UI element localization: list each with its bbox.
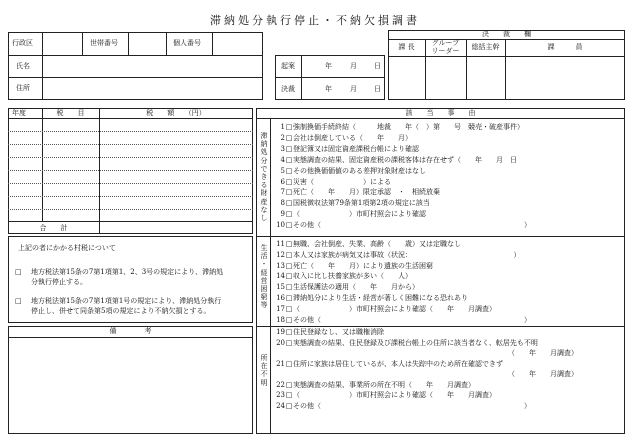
reason-item-text: （ ）市町村照会により確認 xyxy=(293,210,426,219)
header-info-box xyxy=(8,32,263,100)
reason-item-number: 2 xyxy=(280,133,285,142)
provision-2-text: 地方税法第15条の7第1項第1号の規定により、滞納処分執行 xyxy=(31,297,222,305)
reason-item-number: 6 xyxy=(280,177,285,186)
sokatsu-label: 総括主幹 xyxy=(471,43,500,51)
reason-item-checkbox[interactable]: □ xyxy=(285,391,293,399)
reason-item xyxy=(275,295,468,302)
jusho-label: 住所 xyxy=(16,84,30,92)
tax-table-divider xyxy=(42,108,43,221)
tax-table-row-line xyxy=(8,131,253,132)
reason-item xyxy=(275,146,419,153)
biko-title: 備 考 xyxy=(109,327,152,335)
approval-divider xyxy=(388,56,625,57)
reason-item-text: 無職、会社倒産、失業、高齢（ 歳）又は定職なし xyxy=(293,240,461,248)
reason-item-checkbox[interactable]: □ xyxy=(285,188,293,197)
reason-item-number: 19 xyxy=(276,328,285,336)
reason-item-checkbox[interactable]: □ xyxy=(285,380,293,389)
header-divider xyxy=(42,32,43,100)
reason-item xyxy=(275,189,440,196)
reason-divider xyxy=(256,236,625,237)
reason-item-text: 滞納処分により生活・経営が著しく困難になる恐れあり xyxy=(293,294,468,302)
reason-item xyxy=(275,371,578,378)
gokei-label: 合 計 xyxy=(39,224,68,232)
reason-item-text: 本人又は家族が病気又は事故（状況： ） xyxy=(293,250,521,259)
provision-1-checkbox[interactable]: □ xyxy=(15,268,22,276)
kian-tsuki: 月 xyxy=(350,62,357,70)
reason-item xyxy=(275,361,503,368)
reason-item-text: 住所に家族は居住しているが、本人は失踪中のため所在確認できず xyxy=(293,359,503,368)
reason-item-checkbox[interactable]: □ xyxy=(285,155,293,164)
reason-item-number: 13 xyxy=(276,261,285,270)
reason-item xyxy=(275,157,517,164)
reason-item-checkbox[interactable]: □ xyxy=(285,199,293,208)
reason-item-checkbox[interactable]: □ xyxy=(285,304,293,313)
provision-1-text-2: 分執行停止する。 xyxy=(31,278,87,286)
reason-item-text: 住民登録なし、又は職権消除 xyxy=(293,328,384,336)
reason-item-number: 23 xyxy=(276,391,285,399)
reason-item xyxy=(275,350,578,357)
nendo-header: 年度 xyxy=(12,109,26,117)
reason-item-number: 20 xyxy=(276,338,285,347)
reason-item-number: 4 xyxy=(280,155,285,164)
group1-label: 滞 納 処 分 で き る 財 産 な し xyxy=(260,132,268,223)
reason-item-checkbox[interactable]: □ xyxy=(285,315,293,324)
reason-item-checkbox[interactable]: □ xyxy=(285,250,293,259)
reason-item-checkbox[interactable]: □ xyxy=(285,338,293,347)
group-leader-label-1: グループ xyxy=(431,39,460,47)
reason-item xyxy=(275,222,531,229)
tax-table-divider xyxy=(99,108,100,234)
reason-item-checkbox[interactable]: □ xyxy=(285,133,293,142)
reason-item-text: その他（ ） xyxy=(293,221,531,230)
kian-label: 起案 xyxy=(281,62,295,70)
reason-item-text: 収入に比し扶養家族が多い（ 人） xyxy=(293,272,412,281)
reason-item-text: 強制換価手続終結（ 地裁 年（ ）第 号 競売・破産事件） xyxy=(293,123,524,131)
reason-item-checkbox[interactable]: □ xyxy=(285,177,293,186)
reason-item-number: 21 xyxy=(276,359,285,368)
reason-item-checkbox[interactable]: □ xyxy=(285,359,293,368)
reason-item-checkbox[interactable]: □ xyxy=(285,144,293,153)
shimei-label: 氏名 xyxy=(16,62,30,70)
reason-item-number: 10 xyxy=(276,221,285,230)
reason-item-number: 15 xyxy=(276,283,285,292)
kian-nen: 年 xyxy=(325,62,332,70)
provision-1-text: 地方税法第15条の7第1項第1、2、3号の規定により、滞納処 xyxy=(31,268,224,276)
header-divider xyxy=(82,32,83,55)
reason-item-text: （ ）市町村照会により確認（ 年 月調査） xyxy=(293,391,496,399)
reason-item xyxy=(275,382,475,389)
reason-item-checkbox[interactable]: □ xyxy=(285,272,293,281)
reason-item-text: （ ）市町村照会により確認（ 年 月調査） xyxy=(293,304,496,313)
reason-item-number: 11 xyxy=(276,240,285,248)
reason-item-checkbox[interactable]: □ xyxy=(285,283,293,292)
reason-item xyxy=(275,284,419,291)
reason-item-text: 国税徴収法第79条第1項第2項の規定に該当 xyxy=(293,199,430,208)
reason-item xyxy=(275,403,531,410)
reason-item-number: 12 xyxy=(276,250,285,259)
tax-table-divider xyxy=(8,221,253,222)
tax-table-divider xyxy=(8,118,253,119)
provision-2-text-2: 停止し、併せて同条第5項の規定により不納欠損とする。 xyxy=(31,307,211,315)
reason-item-number: 5 xyxy=(280,166,285,175)
reason-item-text: 生活保護法の適用（ 年 月から） xyxy=(293,283,419,292)
reason-item-checkbox[interactable]: □ xyxy=(285,401,293,410)
biko-box xyxy=(8,326,253,434)
zeigaku-header: 税 額 （円） xyxy=(146,109,206,117)
header-divider xyxy=(166,32,167,55)
reason-item xyxy=(275,179,391,186)
reason-item-text: 登記簿又は固定資産課税台帳により確認 xyxy=(293,144,419,153)
tax-table-row-line xyxy=(8,183,253,184)
reason-item-checkbox[interactable]: □ xyxy=(285,221,293,230)
header-divider xyxy=(212,32,213,55)
approval-box xyxy=(388,30,625,100)
header-divider xyxy=(8,77,263,78)
kessai-tsuki: 月 xyxy=(350,85,357,93)
group2-label: 生 活 ・ 経 営 困 窮 等 xyxy=(260,244,268,310)
reason-item-text: （ 年 月調査） xyxy=(508,370,578,378)
reason-item-checkbox[interactable]: □ xyxy=(285,123,293,131)
header-divider xyxy=(8,55,263,56)
gyoseiku-label: 行政区 xyxy=(12,39,33,47)
approval-divider xyxy=(388,39,625,40)
reason-item-number: 22 xyxy=(276,380,285,389)
zeimoku-header: 税 目 xyxy=(56,109,85,117)
reason-divider xyxy=(256,326,625,327)
reason-item-number: 7 xyxy=(280,188,285,197)
reason-item-number: 9 xyxy=(280,210,285,219)
reason-item xyxy=(275,168,426,175)
reason-item-text: その他（ ） xyxy=(293,401,531,410)
reason-divider xyxy=(270,118,271,434)
reason-item-text: 災害（ ）による xyxy=(293,177,391,186)
tax-table-row-line xyxy=(8,157,253,158)
reason-item-checkbox[interactable]: □ xyxy=(285,294,293,302)
reason-item-number: 3 xyxy=(280,144,285,153)
group3-label: 所 在 不 明 xyxy=(260,354,268,387)
kain-label: 課 員 xyxy=(547,43,583,51)
approval-title: 決 裁 欄 xyxy=(482,30,531,38)
tax-table-row-line xyxy=(8,170,253,171)
kian-divider xyxy=(275,77,385,78)
reason-item-text: 死亡（ 年 月）により遺族の生活困窮 xyxy=(293,261,433,270)
reason-item-text: その他（ ） xyxy=(293,315,531,324)
kojin-bango-label: 個人番号 xyxy=(173,39,201,47)
reason-item-text: （ 年 月調査） xyxy=(508,349,578,357)
reason-item xyxy=(275,273,412,280)
reason-item-number: 17 xyxy=(276,304,285,313)
document-title: 滞納処分執行停止・不納欠損調書 xyxy=(210,14,420,27)
reason-item-number: 16 xyxy=(276,294,285,302)
reason-item xyxy=(275,317,531,324)
kessai-nen: 年 xyxy=(325,85,332,93)
reason-item xyxy=(275,392,496,399)
reason-item xyxy=(275,124,524,131)
reason-item-checkbox[interactable]: □ xyxy=(285,210,293,219)
biko-divider xyxy=(8,337,253,338)
kian-divider xyxy=(301,55,302,100)
reason-item-number: 8 xyxy=(280,199,285,208)
provisions-intro: 上記の者にかかる村税について xyxy=(18,244,116,252)
reason-item-checkbox[interactable]: □ xyxy=(285,240,293,248)
reason-item-number: 24 xyxy=(276,401,285,410)
reason-item-number: 1 xyxy=(280,123,285,131)
kacho-label: 課 長 xyxy=(398,43,415,51)
reason-item-checkbox[interactable]: □ xyxy=(285,261,293,270)
reason-item xyxy=(275,340,538,347)
reason-item xyxy=(275,329,384,336)
reason-item xyxy=(275,211,426,218)
reason-item-text: その他換価価値のある差押対象財産はなし xyxy=(293,166,426,175)
reason-item-checkbox[interactable]: □ xyxy=(285,328,293,336)
reason-item xyxy=(275,263,433,270)
reason-item-text: 実態調査の結果、事業所の所在不明（ 年 月調査） xyxy=(293,380,475,389)
header-divider xyxy=(128,32,129,55)
reason-item xyxy=(275,306,496,313)
setai-bango-label: 世帯番号 xyxy=(90,39,118,47)
tax-table-row-line xyxy=(8,144,253,145)
kian-hi: 日 xyxy=(374,62,381,70)
reason-item xyxy=(275,252,521,259)
reason-divider xyxy=(256,118,625,119)
kessai-hi: 日 xyxy=(374,85,381,93)
reason-item-number: 14 xyxy=(276,272,285,281)
reason-item-checkbox[interactable]: □ xyxy=(285,166,293,175)
group-leader-label-2: リーダー xyxy=(431,47,460,55)
reason-item xyxy=(275,200,430,207)
reason-item-text: 会社は倒産している（ 年 月） xyxy=(293,133,412,142)
kessai-label: 決裁 xyxy=(281,85,295,93)
reason-item-text: 実態調査の結果、住民登録及び課税台帳上の住所に該当者なく、転居先も不明 xyxy=(293,338,538,347)
provision-2-checkbox[interactable]: □ xyxy=(15,297,22,305)
reason-item xyxy=(275,241,461,248)
reason-item-text: 実態調査の結果、固定資産税の課税客体は存在せず（ 年 月 日 xyxy=(293,155,517,164)
tax-table-row-line xyxy=(8,209,253,210)
tax-table-row-line xyxy=(8,196,253,197)
reason-title: 該 当 事 由 xyxy=(405,109,476,117)
tax-table xyxy=(8,108,253,234)
reason-item xyxy=(275,135,412,142)
reason-item-text: 死亡（ 年 月）限定承認 ・ 相続放棄 xyxy=(293,188,440,197)
reason-item-number: 18 xyxy=(276,315,285,324)
